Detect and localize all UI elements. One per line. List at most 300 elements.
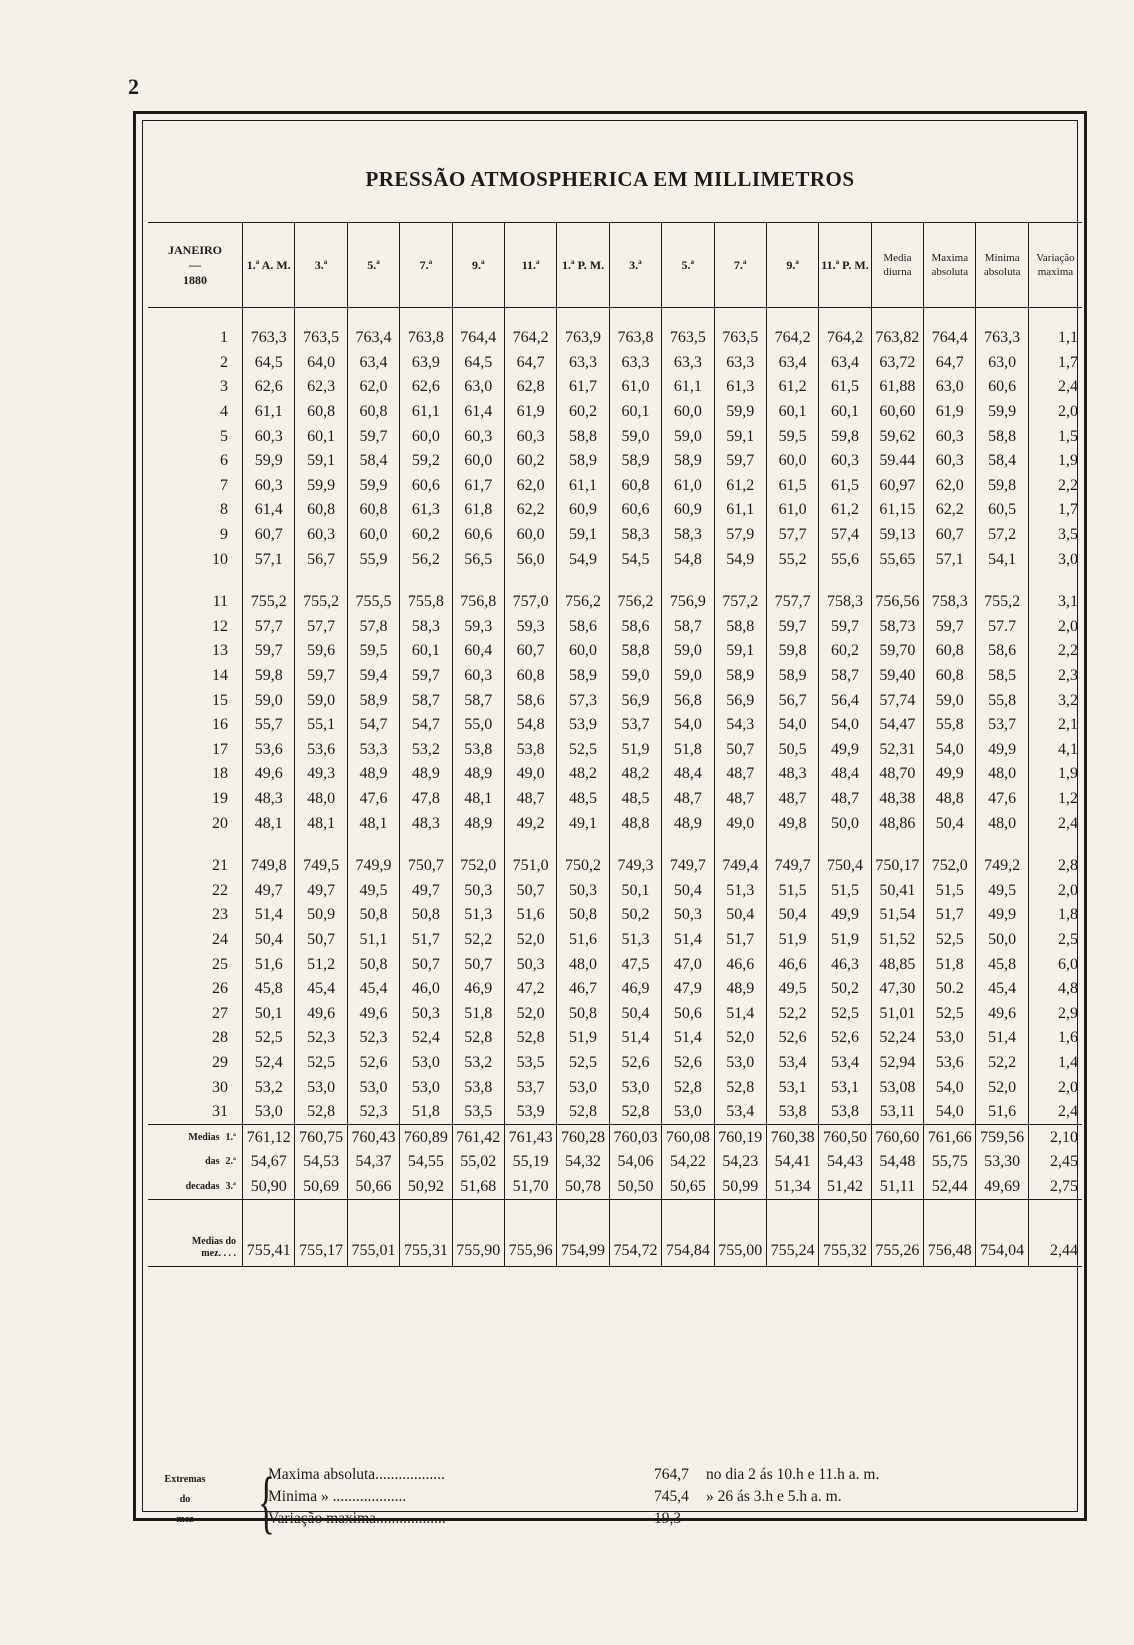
day-cell: 10 bbox=[212, 550, 229, 568]
value-cell: 59,0 bbox=[243, 688, 295, 713]
spacer-cell bbox=[400, 836, 452, 854]
table-row bbox=[148, 615, 1082, 640]
value-cell: 52,0 bbox=[976, 1075, 1028, 1100]
table-row bbox=[148, 903, 1082, 928]
value-cell: 50,90 bbox=[243, 1175, 295, 1200]
spacer-cell bbox=[662, 308, 714, 327]
value-cell: 1,9 bbox=[1028, 762, 1082, 787]
value-cell: 760,08 bbox=[662, 1125, 714, 1150]
value-cell: 755,24 bbox=[766, 1200, 818, 1267]
value-cell: 3,0 bbox=[1028, 547, 1082, 572]
day-cell: 26 bbox=[212, 980, 229, 998]
table-row bbox=[148, 590, 1082, 615]
value-cell: 54,0 bbox=[924, 738, 976, 763]
column-header: 3.ª bbox=[609, 223, 661, 308]
spacer-cell bbox=[819, 572, 871, 590]
value-cell: 55,75 bbox=[924, 1150, 976, 1175]
value-cell: 750,17 bbox=[871, 854, 923, 879]
value-cell: 59.44 bbox=[871, 449, 923, 474]
value-cell: 2,75 bbox=[1028, 1175, 1082, 1200]
value-cell: 59,2 bbox=[400, 449, 452, 474]
value-cell: 48,7 bbox=[714, 762, 766, 787]
value-cell: 64,5 bbox=[452, 351, 504, 376]
value-cell: 53,4 bbox=[819, 1051, 871, 1076]
value-cell: 55,6 bbox=[819, 547, 871, 572]
value-cell: 58,3 bbox=[609, 523, 661, 548]
value-cell: 60,2 bbox=[819, 639, 871, 664]
day-cell: 27 bbox=[212, 1004, 229, 1022]
value-cell: 51,6 bbox=[504, 903, 556, 928]
value-cell: 60,0 bbox=[766, 449, 818, 474]
value-cell: 763,8 bbox=[609, 326, 661, 351]
value-cell: 50,99 bbox=[714, 1175, 766, 1200]
spacer-cell bbox=[452, 836, 504, 854]
table-row bbox=[148, 449, 1082, 474]
table-frame-inner bbox=[142, 120, 1078, 1512]
value-cell: 64,7 bbox=[504, 351, 556, 376]
value-cell: 54,23 bbox=[714, 1150, 766, 1175]
value-cell: 56,8 bbox=[662, 688, 714, 713]
value-cell: 754,99 bbox=[557, 1200, 609, 1267]
column-header: 7.ª bbox=[714, 223, 766, 308]
value-cell: 61,1 bbox=[714, 498, 766, 523]
column-header: 11.ª P. M. bbox=[819, 223, 871, 308]
header-year: 1880 bbox=[183, 272, 207, 287]
day-cell: 12 bbox=[212, 617, 229, 635]
value-cell: 64,0 bbox=[295, 351, 347, 376]
day-cell: 8 bbox=[220, 501, 229, 519]
value-cell: 48,0 bbox=[976, 811, 1028, 836]
table-row bbox=[148, 547, 1082, 572]
value-cell: 54,9 bbox=[557, 547, 609, 572]
value-cell: 763,8 bbox=[400, 326, 452, 351]
value-cell: 52,8 bbox=[452, 1026, 504, 1051]
value-cell: 54,37 bbox=[347, 1150, 399, 1175]
value-cell: 48,4 bbox=[662, 762, 714, 787]
value-cell: 50,2 bbox=[609, 903, 661, 928]
value-cell: 59,40 bbox=[871, 664, 923, 689]
spacer-cell bbox=[1028, 308, 1082, 327]
value-cell: 60,7 bbox=[924, 523, 976, 548]
value-cell: 53,1 bbox=[766, 1075, 818, 1100]
value-cell: 764,2 bbox=[819, 326, 871, 351]
value-cell: 54,55 bbox=[400, 1150, 452, 1175]
value-cell: 60,0 bbox=[400, 424, 452, 449]
value-cell: 755,2 bbox=[243, 590, 295, 615]
value-cell: 756,48 bbox=[924, 1200, 976, 1267]
value-cell: 48,9 bbox=[347, 762, 399, 787]
value-cell: 50,3 bbox=[557, 878, 609, 903]
value-cell: 47,9 bbox=[662, 977, 714, 1002]
value-cell: 51,3 bbox=[714, 878, 766, 903]
spacer-cell bbox=[243, 572, 295, 590]
spacer-cell bbox=[1028, 572, 1082, 590]
table-row bbox=[148, 878, 1082, 903]
value-cell: 51,3 bbox=[452, 903, 504, 928]
value-cell: 760,28 bbox=[557, 1125, 609, 1150]
day-cell: 18 bbox=[212, 765, 229, 783]
value-cell: 54,41 bbox=[766, 1150, 818, 1175]
value-cell: 53,8 bbox=[766, 1100, 818, 1125]
value-cell: 48,9 bbox=[452, 762, 504, 787]
value-cell: 52,4 bbox=[400, 1026, 452, 1051]
value-cell: 54,5 bbox=[609, 547, 661, 572]
value-cell: 53,6 bbox=[243, 738, 295, 763]
value-cell: 60,6 bbox=[976, 375, 1028, 400]
value-cell: 57,1 bbox=[924, 547, 976, 572]
value-cell: 52,8 bbox=[295, 1100, 347, 1125]
value-cell: 749,3 bbox=[609, 854, 661, 879]
value-cell: 49,69 bbox=[976, 1175, 1028, 1200]
column-header: 11.ª bbox=[504, 223, 556, 308]
value-cell: 58,8 bbox=[609, 639, 661, 664]
pressure-table bbox=[148, 222, 1082, 1267]
value-cell: 60,3 bbox=[819, 449, 871, 474]
value-cell: 50,2 bbox=[819, 977, 871, 1002]
value-cell: 49,7 bbox=[243, 878, 295, 903]
value-cell: 3,2 bbox=[1028, 688, 1082, 713]
value-cell: 48,86 bbox=[871, 811, 923, 836]
value-cell: 756,8 bbox=[452, 590, 504, 615]
value-cell: 760,19 bbox=[714, 1125, 766, 1150]
value-cell: 63,0 bbox=[452, 375, 504, 400]
value-cell: 53,08 bbox=[871, 1075, 923, 1100]
value-cell: 58,3 bbox=[662, 523, 714, 548]
value-cell: 59,7 bbox=[714, 449, 766, 474]
value-cell: 59,62 bbox=[871, 424, 923, 449]
value-cell: 52,6 bbox=[819, 1026, 871, 1051]
extremas-item-detail: » 26 ás 3.h e 5.h a. m. bbox=[706, 1488, 842, 1505]
day-cell: 25 bbox=[212, 955, 229, 973]
value-cell: 59,0 bbox=[924, 688, 976, 713]
value-cell: 59,6 bbox=[295, 639, 347, 664]
spacer-cell bbox=[714, 836, 766, 854]
value-cell: 755,2 bbox=[295, 590, 347, 615]
spacer-cell bbox=[819, 836, 871, 854]
value-cell: 50.2 bbox=[924, 977, 976, 1002]
spacer-cell bbox=[976, 836, 1028, 854]
value-cell: 59,5 bbox=[347, 639, 399, 664]
extremas-label-line: mez bbox=[176, 1514, 194, 1525]
value-cell: 54,0 bbox=[766, 713, 818, 738]
value-cell: 2,0 bbox=[1028, 400, 1082, 425]
value-cell: 761,42 bbox=[452, 1125, 504, 1150]
value-cell: 51,9 bbox=[609, 738, 661, 763]
day-cell: 9 bbox=[220, 526, 229, 544]
value-cell: 756,2 bbox=[609, 590, 661, 615]
table-row bbox=[148, 787, 1082, 812]
value-cell: 55,8 bbox=[924, 713, 976, 738]
value-cell: 1,6 bbox=[1028, 1026, 1082, 1051]
value-cell: 54,1 bbox=[976, 547, 1028, 572]
value-cell: 58,9 bbox=[766, 664, 818, 689]
table-row bbox=[148, 1075, 1082, 1100]
day-cell: 30 bbox=[212, 1078, 229, 1096]
value-cell: 54,53 bbox=[295, 1150, 347, 1175]
page-title: PRESSÃO ATMOSPHERICA EM MILLIMETROS bbox=[365, 167, 855, 191]
spacer-cell bbox=[871, 836, 923, 854]
value-cell: 63,72 bbox=[871, 351, 923, 376]
value-cell: 60,1 bbox=[766, 400, 818, 425]
value-cell: 53,0 bbox=[609, 1075, 661, 1100]
value-cell: 60,97 bbox=[871, 474, 923, 499]
table-row bbox=[148, 811, 1082, 836]
value-cell: 60,7 bbox=[243, 523, 295, 548]
value-cell: 53,4 bbox=[766, 1051, 818, 1076]
value-cell: 764,2 bbox=[504, 326, 556, 351]
value-cell: 54,3 bbox=[714, 713, 766, 738]
value-cell: 59,0 bbox=[609, 664, 661, 689]
value-cell: 53,0 bbox=[400, 1051, 452, 1076]
value-cell: 49,2 bbox=[504, 811, 556, 836]
value-cell: 58,8 bbox=[976, 424, 1028, 449]
value-cell: 1,1 bbox=[1028, 326, 1082, 351]
table-row bbox=[148, 977, 1082, 1002]
value-cell: 3,1 bbox=[1028, 590, 1082, 615]
value-cell: 52,0 bbox=[504, 1001, 556, 1026]
value-cell: 63,3 bbox=[557, 351, 609, 376]
value-cell: 51,9 bbox=[766, 928, 818, 953]
day-cell: 24 bbox=[212, 930, 229, 948]
day-cell: 11 bbox=[212, 593, 229, 611]
value-cell: 50,4 bbox=[924, 811, 976, 836]
day-cell: 2 bbox=[220, 353, 229, 371]
value-cell: 54,8 bbox=[504, 713, 556, 738]
value-cell: 53,0 bbox=[714, 1051, 766, 1076]
header-month: JANEIRO bbox=[168, 242, 223, 257]
value-cell: 61,3 bbox=[400, 498, 452, 523]
column-header: 5.ª bbox=[347, 223, 399, 308]
value-cell: 56,2 bbox=[400, 547, 452, 572]
spacer-cell bbox=[871, 308, 923, 327]
value-cell: 48,3 bbox=[766, 762, 818, 787]
value-cell: 50,50 bbox=[609, 1175, 661, 1200]
value-cell: 749,2 bbox=[976, 854, 1028, 879]
value-cell: 63,9 bbox=[400, 351, 452, 376]
value-cell: 51,5 bbox=[924, 878, 976, 903]
value-cell: 62,3 bbox=[295, 375, 347, 400]
value-cell: 46,9 bbox=[609, 977, 661, 1002]
spacer-cell bbox=[714, 572, 766, 590]
value-cell: 60,8 bbox=[609, 474, 661, 499]
value-cell: 52,8 bbox=[714, 1075, 766, 1100]
value-cell: 52,0 bbox=[504, 928, 556, 953]
value-cell: 759,56 bbox=[976, 1125, 1028, 1150]
value-cell: 60,2 bbox=[504, 449, 556, 474]
value-cell: 51,8 bbox=[400, 1100, 452, 1125]
spacer-cell bbox=[347, 572, 399, 590]
value-cell: 755,90 bbox=[452, 1200, 504, 1267]
value-cell: 55,9 bbox=[347, 547, 399, 572]
value-cell: 754,72 bbox=[609, 1200, 661, 1267]
value-cell: 49,9 bbox=[819, 903, 871, 928]
value-cell: 760,50 bbox=[819, 1125, 871, 1150]
value-cell: 61,1 bbox=[662, 375, 714, 400]
value-cell: 45,8 bbox=[243, 977, 295, 1002]
value-cell: 58,8 bbox=[557, 424, 609, 449]
value-cell: 50,8 bbox=[347, 952, 399, 977]
value-cell: 52,4 bbox=[243, 1051, 295, 1076]
value-cell: 49,5 bbox=[766, 977, 818, 1002]
value-cell: 51,4 bbox=[714, 1001, 766, 1026]
value-cell: 754,84 bbox=[662, 1200, 714, 1267]
value-cell: 755,2 bbox=[976, 590, 1028, 615]
value-cell: 51,7 bbox=[714, 928, 766, 953]
value-cell: 52,8 bbox=[504, 1026, 556, 1051]
value-cell: 48,4 bbox=[819, 762, 871, 787]
value-cell: 57,74 bbox=[871, 688, 923, 713]
value-cell: 48,85 bbox=[871, 952, 923, 977]
value-cell: 47,2 bbox=[504, 977, 556, 1002]
value-cell: 48,0 bbox=[976, 762, 1028, 787]
day-cell: 5 bbox=[220, 427, 229, 445]
value-cell: 749,4 bbox=[714, 854, 766, 879]
value-cell: 52,6 bbox=[609, 1051, 661, 1076]
value-cell: 760,60 bbox=[871, 1125, 923, 1150]
month-mean-label-line: Medias do bbox=[191, 1236, 237, 1248]
value-cell: 51,8 bbox=[924, 952, 976, 977]
value-cell: 58,9 bbox=[662, 449, 714, 474]
spacer-cell bbox=[924, 572, 976, 590]
value-cell: 52,2 bbox=[976, 1051, 1028, 1076]
value-cell: 58,4 bbox=[347, 449, 399, 474]
value-cell: 49,0 bbox=[714, 811, 766, 836]
value-cell: 59,1 bbox=[295, 449, 347, 474]
value-cell: 58,9 bbox=[557, 449, 609, 474]
value-cell: 749,8 bbox=[243, 854, 295, 879]
value-cell: 54,32 bbox=[557, 1150, 609, 1175]
value-cell: 60,8 bbox=[295, 498, 347, 523]
value-cell: 51,9 bbox=[557, 1026, 609, 1051]
spacer-cell bbox=[714, 308, 766, 327]
value-cell: 60,3 bbox=[452, 424, 504, 449]
value-cell: 61,9 bbox=[504, 400, 556, 425]
day-cell: 4 bbox=[220, 403, 229, 421]
value-cell: 49,7 bbox=[295, 878, 347, 903]
spacer-cell bbox=[504, 836, 556, 854]
value-cell: 62,0 bbox=[924, 474, 976, 499]
spacer-cell bbox=[243, 836, 295, 854]
value-cell: 60,8 bbox=[347, 400, 399, 425]
value-cell: 53,8 bbox=[452, 1075, 504, 1100]
value-cell: 60,1 bbox=[819, 400, 871, 425]
value-cell: 49,5 bbox=[976, 878, 1028, 903]
value-cell: 59,70 bbox=[871, 639, 923, 664]
value-cell: 758,3 bbox=[924, 590, 976, 615]
table-row bbox=[148, 854, 1082, 879]
value-cell: 60,3 bbox=[243, 474, 295, 499]
value-cell: 49,6 bbox=[347, 1001, 399, 1026]
extremas-item-label: Maxima absoluta.................. bbox=[268, 1466, 445, 1483]
value-cell: 2,4 bbox=[1028, 375, 1082, 400]
spacer-cell bbox=[662, 836, 714, 854]
value-cell: 61,4 bbox=[452, 400, 504, 425]
column-header: 1.ª A. M. bbox=[243, 223, 295, 308]
brace-icon: { bbox=[258, 1464, 275, 1541]
value-cell: 52,24 bbox=[871, 1026, 923, 1051]
value-cell: 59,8 bbox=[766, 639, 818, 664]
value-cell: 55,0 bbox=[452, 713, 504, 738]
value-cell: 54,9 bbox=[714, 547, 766, 572]
table-row bbox=[148, 424, 1082, 449]
value-cell: 1,2 bbox=[1028, 787, 1082, 812]
value-cell: 2,1 bbox=[1028, 713, 1082, 738]
table-row bbox=[148, 400, 1082, 425]
decade-group-label: Medias bbox=[188, 1131, 220, 1143]
value-cell: 52,6 bbox=[766, 1026, 818, 1051]
value-cell: 52,8 bbox=[557, 1100, 609, 1125]
spacer-cell bbox=[871, 572, 923, 590]
value-cell: 755,8 bbox=[400, 590, 452, 615]
value-cell: 60,0 bbox=[504, 523, 556, 548]
spacer-cell bbox=[609, 836, 661, 854]
decade-mean-row bbox=[148, 1175, 1082, 1200]
value-cell: 46,7 bbox=[557, 977, 609, 1002]
value-cell: 59,13 bbox=[871, 523, 923, 548]
value-cell: 63,3 bbox=[662, 351, 714, 376]
column-header: Maxima absoluta bbox=[924, 223, 976, 308]
value-cell: 59,7 bbox=[347, 424, 399, 449]
value-cell: 56,0 bbox=[504, 547, 556, 572]
decade-number: 2.ª bbox=[225, 1156, 237, 1168]
day-cell: 16 bbox=[212, 716, 229, 734]
value-cell: 757,0 bbox=[504, 590, 556, 615]
value-cell: 760,43 bbox=[347, 1125, 399, 1150]
decade-mean-row bbox=[148, 1150, 1082, 1175]
column-header: 9.ª bbox=[452, 223, 504, 308]
value-cell: 53,0 bbox=[243, 1100, 295, 1125]
value-cell: 49,5 bbox=[347, 878, 399, 903]
value-cell: 62,8 bbox=[504, 375, 556, 400]
value-cell: 45,8 bbox=[976, 952, 1028, 977]
value-cell: 60,60 bbox=[871, 400, 923, 425]
value-cell: 53,7 bbox=[504, 1075, 556, 1100]
value-cell: 50,3 bbox=[452, 878, 504, 903]
value-cell: 760,89 bbox=[400, 1125, 452, 1150]
value-cell: 59,1 bbox=[714, 639, 766, 664]
value-cell: 54,43 bbox=[819, 1150, 871, 1175]
value-cell: 54,7 bbox=[400, 713, 452, 738]
value-cell: 64,5 bbox=[243, 351, 295, 376]
value-cell: 2,0 bbox=[1028, 878, 1082, 903]
column-header: 1.ª P. M. bbox=[557, 223, 609, 308]
value-cell: 750,4 bbox=[819, 854, 871, 879]
column-header: 7.ª bbox=[400, 223, 452, 308]
value-cell: 60,1 bbox=[295, 424, 347, 449]
value-cell: 60,5 bbox=[976, 498, 1028, 523]
value-cell: 53,5 bbox=[504, 1051, 556, 1076]
value-cell: 52,31 bbox=[871, 738, 923, 763]
table-row bbox=[148, 1051, 1082, 1076]
value-cell: 1,8 bbox=[1028, 903, 1082, 928]
value-cell: 45,4 bbox=[976, 977, 1028, 1002]
value-cell: 55,65 bbox=[871, 547, 923, 572]
value-cell: 61,2 bbox=[766, 375, 818, 400]
table-body bbox=[148, 308, 1082, 1267]
value-cell: 757,2 bbox=[714, 590, 766, 615]
value-cell: 54,0 bbox=[819, 713, 871, 738]
value-cell: 755,00 bbox=[714, 1200, 766, 1267]
value-cell: 49,0 bbox=[504, 762, 556, 787]
spacer-cell bbox=[766, 572, 818, 590]
value-cell: 50,7 bbox=[400, 952, 452, 977]
value-cell: 2,8 bbox=[1028, 854, 1082, 879]
value-cell: 63,3 bbox=[609, 351, 661, 376]
row-spacer bbox=[148, 572, 1082, 590]
value-cell: 48,5 bbox=[609, 787, 661, 812]
value-cell: 50,9 bbox=[295, 903, 347, 928]
value-cell: 60,6 bbox=[400, 474, 452, 499]
